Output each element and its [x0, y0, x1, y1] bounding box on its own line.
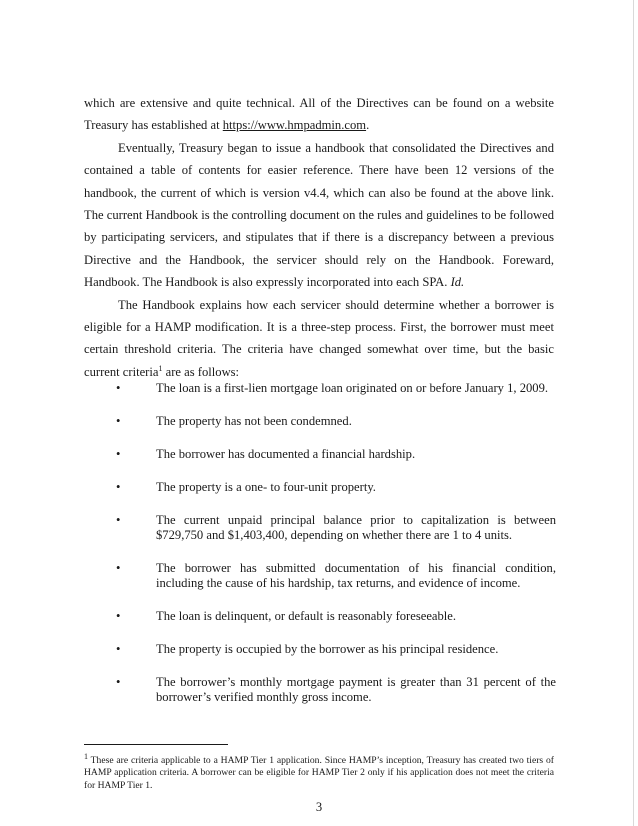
body-paragraphs — [84, 92, 554, 383]
bullet-icon: • — [116, 381, 121, 395]
paragraph-directives-website — [84, 92, 554, 137]
criteria-text: The current unpaid principal balance prior to capitalization is between $729,750 and $1,403,400, depending on whether there are 1 to 4 units. — [156, 513, 556, 542]
bullet-icon: • — [116, 513, 121, 527]
hmpadmin-link[interactable]: https://www.hmpadmin.com — [222, 118, 367, 133]
criteria-text: The borrower’s monthly mortgage payment is greater than 31 percent of the borrower’s verified monthly gross income. — [156, 675, 556, 704]
footnote-text: These are criteria applicable to a HAMP Tier 1 application. Since HAMP’s inception, Treasury has created two tiers of HAMP application criteria. A borrower can be eligible for HAMP Tier 2 only if his application does not meet the criteria for HAMP Tier 1. — [84, 755, 554, 791]
footnote-separator — [84, 744, 228, 745]
criteria-text: The property is a one- to four-unit property. — [156, 480, 376, 494]
paragraph-3-text: The Handbook explains how each servicer should determine whether a borrower is eligible for a HAMP modification. It is a three-step process. First, the borrower must meet certain threshold criteria. The criteria have changed somewhat over time, but the basic current criteria — [84, 297, 554, 379]
bullet-icon: • — [116, 447, 121, 461]
bullet-icon: • — [116, 675, 121, 689]
footnote — [84, 751, 554, 792]
paragraph-handbook — [84, 137, 554, 294]
criteria-text: The borrower has submitted documentation of his financial condition, including the cause of his hardship, tax returns, and evidence of income. — [156, 561, 556, 590]
id-citation: Id. — [450, 275, 465, 290]
page-number: 3 — [315, 800, 323, 814]
criteria-text: The property is occupied by the borrower as his principal residence. — [156, 642, 499, 656]
paragraph-1-end: . — [366, 118, 370, 133]
bullet-icon: • — [116, 642, 121, 656]
criteria-text: The property has not been condemned. — [156, 414, 352, 428]
paragraph-eligibility — [84, 294, 554, 384]
page-edge-line — [633, 0, 634, 826]
bullet-icon: • — [116, 414, 121, 428]
bullet-icon: • — [116, 480, 121, 494]
footnote-reference[interactable]: 1 — [158, 363, 163, 373]
footnote-number: 1 — [84, 751, 88, 761]
paragraph-3-end: are as follows: — [162, 364, 240, 379]
criteria-text: The loan is delinquent, or default is reasonably foreseeable. — [156, 609, 457, 623]
paragraph-1-text: which are extensive and quite technical. All of the Directives can be found on a website Treasury has established at — [84, 96, 554, 133]
bullet-icon: • — [116, 561, 121, 575]
criteria-text: The borrower has documented a financial hardship. — [156, 447, 416, 461]
bullet-icon: • — [116, 609, 121, 623]
criteria-text: The loan is a first-lien mortgage loan originated on or before January 1, 2009. — [156, 381, 549, 395]
paragraph-2-text: Eventually, Treasury began to issue a handbook that consolidated the Directives and contained a table of contents for easier reference. There have been 12 versions of the handbook, the current of which is version v4.4, which can also be found at the above link. The current Handbook is the controlling document on the rules and guidelines to be followed by participating servicers, and stipulates that if there is a discrepancy between a previous Directive and the Handbook, the servicer should rely on the Handbook. Foreward, Handbook. The Handbook is also expressly incorporated into each SPA. — [84, 140, 554, 290]
